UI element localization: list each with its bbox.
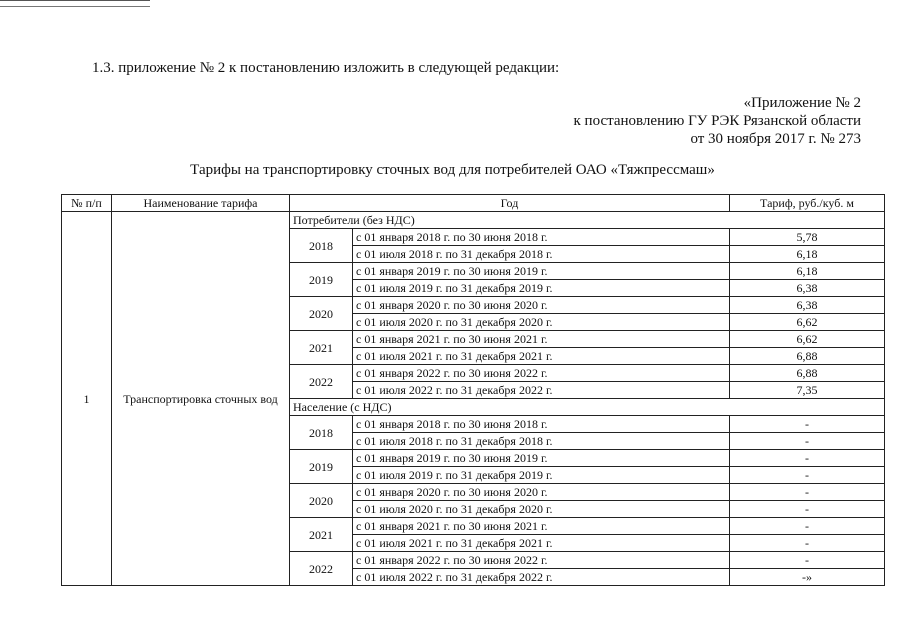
period-cell: с 01 июля 2020 г. по 31 декабря 2020 г. [353,501,730,518]
top-rule [0,0,150,1]
row-number: 1 [62,212,112,586]
year-cell: 2022 [290,552,353,586]
table-header-row [62,195,885,212]
period-cell: с 01 июля 2022 г. по 31 декабря 2022 г. [353,382,730,399]
header-name: Наименование тарифа [112,195,290,212]
appendix-line-3: от 30 ноября 2017 г. № 273 [690,131,861,147]
year-cell: 2021 [290,331,353,365]
tariff-value-cell: 6,18 [730,246,885,263]
tariff-value-cell: 6,88 [730,348,885,365]
period-cell: с 01 июля 2018 г. по 31 декабря 2018 г. [353,433,730,450]
tariff-value-cell: - [730,484,885,501]
tariff-value-cell: 5,78 [730,229,885,246]
tariff-value-cell: -» [730,569,885,586]
tariff-value-cell: 6,18 [730,263,885,280]
intro-text: 1.3. приложение № 2 к постановлению изложить в следующей редакции: [92,60,560,76]
top-rule-secondary [0,6,150,7]
year-cell: 2021 [290,518,353,552]
year-cell: 2018 [290,229,353,263]
period-cell: с 01 января 2018 г. по 30 июня 2018 г. [353,416,730,433]
document-title: Тарифы на транспортировку сточных вод для потребителей ОАО «Тяжпрессмаш» [190,162,715,178]
tariff-value-cell: - [730,416,885,433]
period-cell: с 01 июля 2020 г. по 31 декабря 2020 г. [353,314,730,331]
period-cell: с 01 января 2019 г. по 30 июня 2019 г. [353,450,730,467]
tariff-value-cell: - [730,501,885,518]
group-label: Население (с НДС) [290,399,885,416]
period-cell: с 01 июля 2018 г. по 31 декабря 2018 г. [353,246,730,263]
period-cell: с 01 января 2021 г. по 30 июня 2021 г. [353,518,730,535]
period-cell: с 01 января 2019 г. по 30 июня 2019 г. [353,263,730,280]
appendix-reference [574,94,861,148]
year-cell: 2022 [290,365,353,399]
tariff-value-cell: - [730,535,885,552]
tariff-value-cell: - [730,450,885,467]
period-cell: с 01 июля 2021 г. по 31 декабря 2021 г. [353,348,730,365]
year-cell: 2018 [290,416,353,450]
period-cell: с 01 января 2022 г. по 30 июня 2022 г. [353,365,730,382]
appendix-line-2: к постановлению ГУ РЭК Рязанской области [573,113,861,129]
period-cell: с 01 июля 2019 г. по 31 декабря 2019 г. [353,280,730,297]
year-cell: 2019 [290,263,353,297]
group-label: Потребители (без НДС) [290,212,885,229]
tariff-value-cell: 6,62 [730,331,885,348]
header-number: № п/п [62,195,112,212]
group-row [62,212,885,229]
header-year: Год [290,195,730,212]
tariff-value-cell: - [730,552,885,569]
tariff-value-cell: 6,38 [730,297,885,314]
period-cell: с 01 января 2022 г. по 30 июня 2022 г. [353,552,730,569]
period-cell: с 01 июля 2021 г. по 31 декабря 2021 г. [353,535,730,552]
period-cell: с 01 января 2020 г. по 30 июня 2020 г. [353,484,730,501]
tariff-table-body [62,212,885,586]
period-cell: с 01 июля 2022 г. по 31 декабря 2022 г. [353,569,730,586]
tariff-name: Транспортировка сточных вод [112,212,290,586]
header-tariff: Тариф, руб./куб. м [730,195,885,212]
period-cell: с 01 января 2020 г. по 30 июня 2020 г. [353,297,730,314]
tariff-table [61,194,885,586]
tariff-value-cell: 7,35 [730,382,885,399]
tariff-value-cell: - [730,518,885,535]
year-cell: 2020 [290,297,353,331]
period-cell: с 01 июля 2019 г. по 31 декабря 2019 г. [353,467,730,484]
tariff-value-cell: - [730,433,885,450]
year-cell: 2020 [290,484,353,518]
tariff-value-cell: 6,88 [730,365,885,382]
appendix-line-1: «Приложение № 2 [743,95,861,111]
tariff-value-cell: - [730,467,885,484]
period-cell: с 01 января 2018 г. по 30 июня 2018 г. [353,229,730,246]
year-cell: 2019 [290,450,353,484]
tariff-value-cell: 6,38 [730,280,885,297]
period-cell: с 01 января 2021 г. по 30 июня 2021 г. [353,331,730,348]
tariff-value-cell: 6,62 [730,314,885,331]
